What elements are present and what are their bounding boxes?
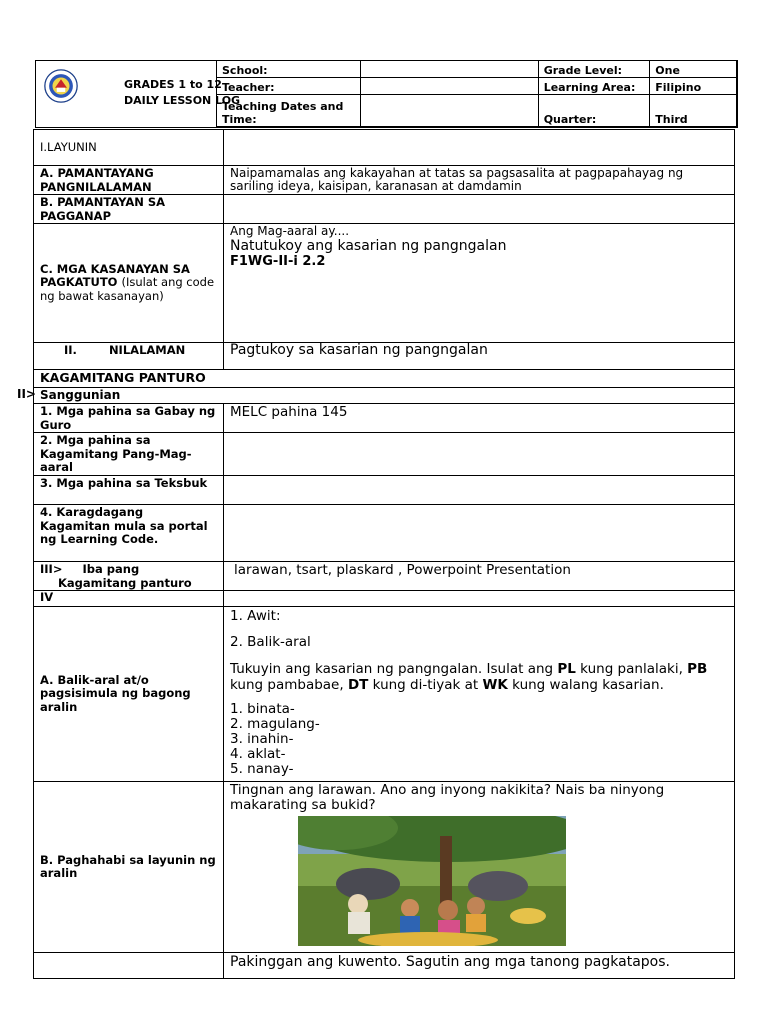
learning-area-label: Learning Area: xyxy=(538,78,650,95)
list-item: 2. magulang- xyxy=(230,716,320,732)
instruction-part-5: kung walang kasarian. xyxy=(507,677,664,693)
farm-family-picture xyxy=(298,816,566,946)
layunin-value xyxy=(224,130,734,165)
row-pang-mag-aaral xyxy=(33,433,735,476)
row-kuwento xyxy=(33,953,735,979)
balik-aral-label: A. Balik-aral at/o pagsisimula ng bagong aralin xyxy=(34,607,224,781)
grade-level-value: One xyxy=(650,61,737,78)
nilalaman-label xyxy=(34,343,224,369)
list-item: 1. binata- xyxy=(230,701,295,717)
row-sanggunian xyxy=(33,388,735,404)
kuwento-label xyxy=(34,953,224,978)
iv-value xyxy=(224,591,734,606)
row-pamantayang-pangnilalaman xyxy=(33,166,735,195)
instruction-part-2: kung panlalaki, xyxy=(575,661,688,677)
kagamitang-panturo-heading: KAGAMITANG PANTURO xyxy=(40,370,206,385)
gabay-value: MELC pahina 145 xyxy=(230,404,348,420)
header-info-grid xyxy=(216,60,737,127)
paghahabi-prompt: Tingnan ang larawan. Ano ang inyong nakikita? Nais ba ninyong makarating sa bukid? xyxy=(230,782,665,813)
sanggunian-prefix: II> xyxy=(17,387,36,401)
kasanayan-code: F1WG-II-i 2.2 xyxy=(230,254,326,269)
pb-code: PB xyxy=(687,661,708,677)
teacher-label: Teacher: xyxy=(217,78,361,95)
balik-aral-content xyxy=(224,607,734,781)
instruction-part-3: kung pambabae, xyxy=(230,677,348,693)
school-value xyxy=(361,61,538,78)
list-item: 5. nanay- xyxy=(230,761,294,777)
balik-aral-instruction xyxy=(230,661,728,693)
teaching-dates-line-2: Time: xyxy=(222,113,257,126)
row-layunin xyxy=(33,129,735,166)
teaching-dates-line-1: Teaching Dates and xyxy=(222,100,344,113)
grade-level-label: Grade Level: xyxy=(538,61,650,78)
pamantayan-sa-pagganap-value xyxy=(224,195,734,223)
nilalaman-title: NILALAMAN xyxy=(108,343,186,357)
list-item: 4. aklat- xyxy=(230,746,286,762)
row-gabay-ng-guro xyxy=(33,404,735,433)
kasanayan-intro: Ang Mag-aaral ay.... xyxy=(230,224,350,238)
pamantayan-sa-pagganap-label: B. PAMANTAYAN SA PAGGANAP xyxy=(34,195,224,223)
sanggunian-heading: Sanggunian xyxy=(40,388,121,402)
row-iba-pang-kagamitan xyxy=(33,562,735,591)
school-label: School: xyxy=(217,61,361,78)
teaching-dates-label xyxy=(217,95,361,127)
gabay-label: 1. Mga pahina sa Gabay ng Guro xyxy=(34,404,224,432)
instruction-part-4: kung di-tiyak at xyxy=(368,677,483,693)
balik-aral-item-1: 1. Awit: xyxy=(230,608,281,624)
title-line-1: GRADES 1 to 12 xyxy=(124,78,222,91)
wk-code: WK xyxy=(482,677,508,693)
teaching-dates-value xyxy=(361,95,538,127)
layunin-label: I.LAYUNIN xyxy=(34,130,224,165)
deped-seal-icon xyxy=(44,69,78,103)
pang-mag-aaral-value xyxy=(224,433,734,475)
word-list xyxy=(230,702,728,777)
row-kagamitang-panturo xyxy=(33,370,735,388)
row-iv xyxy=(33,591,735,607)
row-balik-aral xyxy=(33,607,735,782)
row-nilalaman xyxy=(33,343,735,370)
nilalaman-number: II. xyxy=(64,343,77,357)
row-karagdagang-kagamitan xyxy=(33,505,735,562)
kasanayan-skill: Natutukoy ang kasarian ng pangngalan xyxy=(230,238,507,254)
teksbuk-value xyxy=(224,476,734,504)
instruction-part-1: Tukuyin ang kasarian ng pangngalan. Isulat ang xyxy=(230,661,558,677)
quarter-value: Third xyxy=(650,95,737,127)
pamantayang-pangnilalaman-value: Naipamamalas ang kakayahan at tatas sa pagsasalita at pagpapahayag ng sariling ideya, kaisipan, karanasan at damdamin xyxy=(230,166,684,193)
list-item: 3. inahin- xyxy=(230,731,294,747)
paghahabi-content xyxy=(224,782,734,952)
kasanayan-label xyxy=(34,224,224,342)
pl-code: PL xyxy=(557,661,576,677)
row-kasanayan xyxy=(33,224,735,343)
balik-aral-item-2: 2. Balik-aral xyxy=(230,634,311,650)
karagdagang-value xyxy=(224,505,734,561)
kasanayan-label-bold: C. MGA KASANAYAN SA PAGKATUTO xyxy=(40,261,190,290)
iba-pang-label xyxy=(34,562,224,590)
quarter-label: Quarter: xyxy=(538,95,650,127)
pamantayang-pangnilalaman-label: A. PAMANTAYANG PANGNILALAMAN xyxy=(34,166,224,194)
row-teksbuk xyxy=(33,476,735,505)
kuwento-value: Pakinggan ang kuwento. Sagutin ang mga tanong pagkatapos. xyxy=(230,954,670,970)
iv-label: IV xyxy=(34,591,224,606)
iba-pang-line-2: Kagamitang panturo xyxy=(58,575,192,590)
row-paghahabi xyxy=(33,782,735,953)
header-box xyxy=(35,60,738,128)
kasanayan-label-note: (Isulat ang code ng bawat kasanayan) xyxy=(40,275,215,303)
row-pamantayan-sa-pagganap xyxy=(33,195,735,224)
teacher-value xyxy=(361,78,538,95)
paghahabi-label: B. Paghahabi sa layunin ng aralin xyxy=(34,782,224,952)
kasanayan-content xyxy=(224,224,734,342)
iba-pang-line-1: III> Iba pang xyxy=(40,562,140,576)
pang-mag-aaral-label: 2. Mga pahina sa Kagamitang Pang-Mag-aaral xyxy=(34,433,224,475)
learning-area-value: Filipino xyxy=(650,78,737,95)
nilalaman-value: Pagtukoy sa kasarian ng pangngalan xyxy=(230,342,488,358)
title-line-2: DAILY LESSON LOG xyxy=(124,94,241,107)
teksbuk-label: 3. Mga pahina sa Teksbuk xyxy=(34,476,224,504)
iba-pang-value: larawan, tsart, plaskard , Powerpoint Presentation xyxy=(234,562,571,578)
karagdagang-label: 4. Karagdagang Kagamitan mula sa portal ng Learning Code. xyxy=(34,505,224,561)
dt-code: DT xyxy=(347,677,369,693)
